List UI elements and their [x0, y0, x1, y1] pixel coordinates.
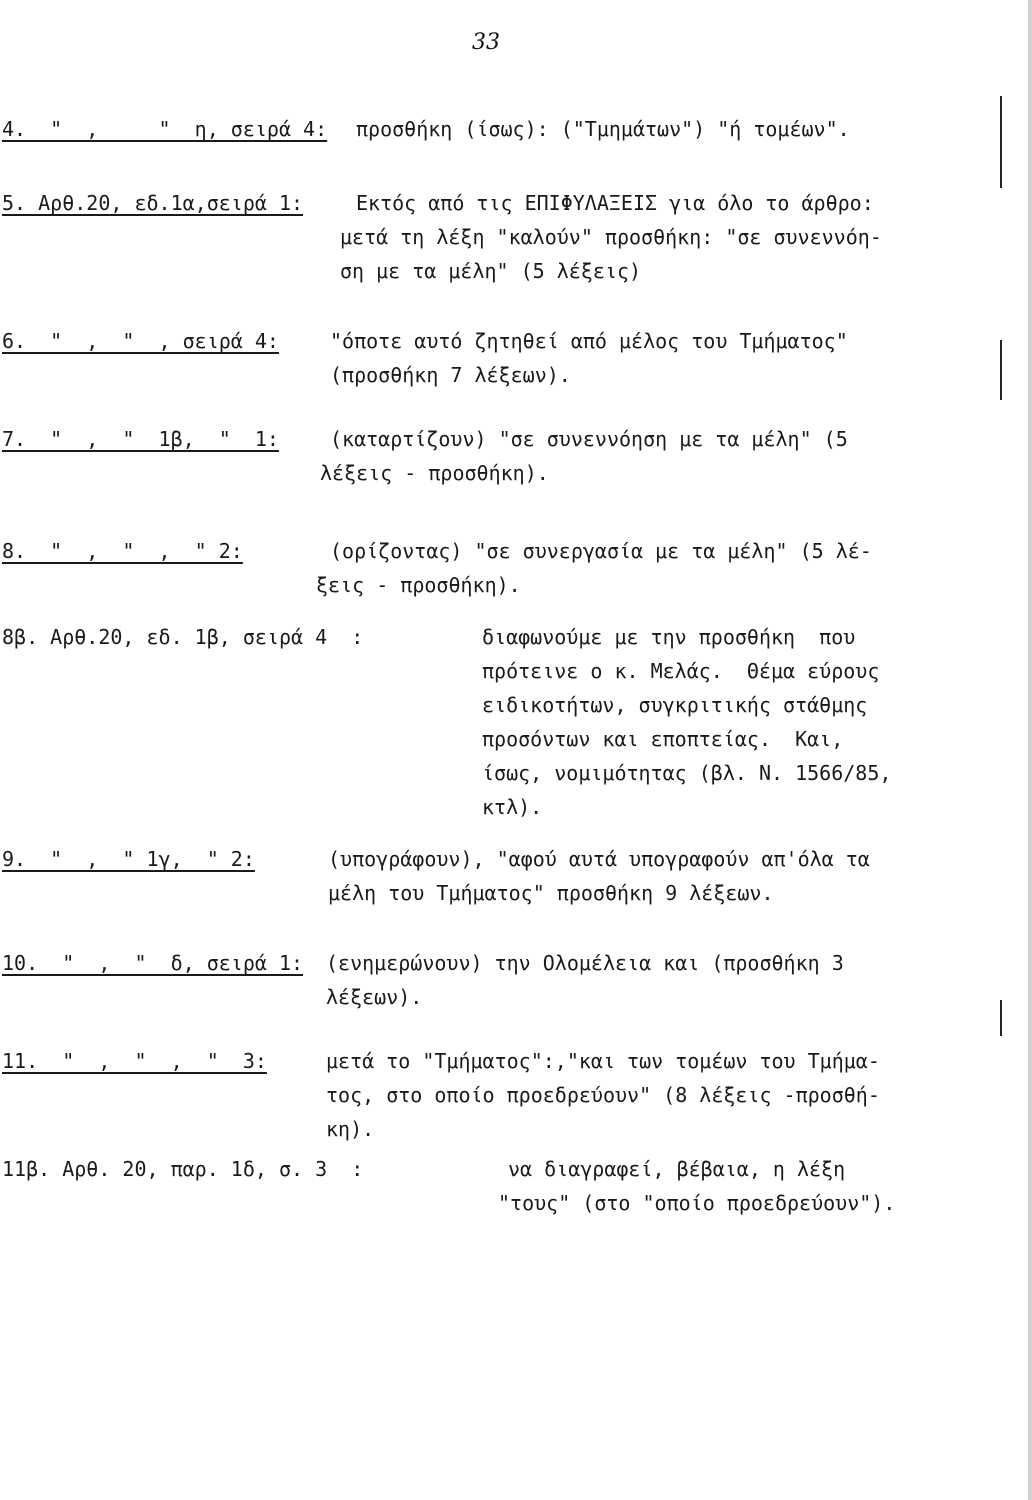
entry-text-line: προσόντων και εποπτείας. Και,: [482, 727, 844, 751]
entry-text-line: διαφωνούμε με την προσθήκη που: [482, 625, 856, 649]
entry-reference: 8. " , " , " 2:: [2, 539, 243, 563]
entry-text-line: ειδικοτήτων, συγκριτικής στάθμης: [482, 693, 868, 717]
entry-text-line: (ορίζοντας) "σε συνεργασία με τα μέλη" (5 λέ-: [330, 539, 872, 563]
entry-text-line: λέξεις - προσθήκη).: [320, 461, 549, 485]
entry-text-line: Εκτός από τις ΕΠΙΦΥΛΑΞΕΙΣ για όλο το άρθρο:: [356, 191, 874, 215]
entry-text-line: κτλ).: [482, 795, 543, 819]
entry-text-line: "όποτε αυτό ζητηθεί από μέλος του Τμήματος": [330, 329, 848, 353]
entry-text-line: (προσθήκη 7 λέξεων).: [330, 363, 571, 387]
entry-reference: 11β. Αρθ. 20, παρ. 1δ, σ. 3 :: [2, 1157, 364, 1181]
page-number: 33: [472, 30, 500, 55]
margin-mark: [1000, 1000, 1002, 1036]
entry-reference: 6. " , " , σειρά 4:: [2, 329, 279, 353]
entry-text-line: τος, στο οποίο προεδρεύουν" (8 λέξεις -προσθή-: [326, 1083, 880, 1107]
page-edge-shadow: [1028, 0, 1032, 1500]
entry-text-line: μετά τη λέξη "καλούν" προσθήκη: "σε συνεννόη-: [340, 225, 882, 249]
margin-mark: [1000, 340, 1002, 400]
entry-text-line: "τους" (στο "οποίο προεδρεύουν").: [498, 1191, 896, 1215]
entry-reference: 8β. Αρθ.20, εδ. 1β, σειρά 4 :: [2, 625, 364, 649]
entry-reference: 4. " , " η, σειρά 4:: [2, 117, 328, 141]
entry-reference: 9. " , " 1γ, " 2:: [2, 847, 255, 871]
entry-text-line: ίσως, νομιμότητας (βλ. Ν. 1566/85,: [482, 761, 892, 785]
entry-text-line: μετά το "Τμήματος":,"και των τομέων του Τμήμα-: [326, 1049, 880, 1073]
entry-text-line: μέλη του Τμήματος" προσθήκη 9 λέξεων.: [328, 881, 774, 905]
entry-text-line: πρότεινε ο κ. Μελάς. Θέμα εύρους: [482, 659, 880, 683]
entry-text-line: (ενημερώνουν) την Ολομέλεια και (προσθήκη 3: [326, 951, 844, 975]
entry-text-line: (υπογράφουν), "αφού αυτά υπογραφούν απ'όλα τα: [328, 847, 870, 871]
entry-text-line: ξεις - προσθήκη).: [316, 573, 521, 597]
entry-text-line: ση με τα μέλη" (5 λέξεις): [340, 259, 642, 283]
entry-text-line: λέξεων).: [326, 985, 423, 1009]
entry-reference: 11. " , " , " 3:: [2, 1049, 267, 1073]
entry-reference: 7. " , " 1β, " 1:: [2, 427, 279, 451]
entry-text-line: (καταρτίζουν) "σε συνεννόηση με τα μέλη" (5: [330, 427, 848, 451]
entry-text-line: κη).: [326, 1117, 375, 1141]
entry-text-line: προσθήκη (ίσως): ("Τμημάτων") "ή τομέων".: [356, 117, 850, 141]
entry-reference: 10. " , " δ, σειρά 1:: [2, 951, 304, 975]
entry-text-line: να διαγραφεί, βέβαια, η λέξη: [508, 1157, 846, 1181]
margin-mark: [1000, 96, 1002, 188]
entry-reference: 5. Αρθ.20, εδ.1α,σειρά 1:: [2, 191, 304, 215]
